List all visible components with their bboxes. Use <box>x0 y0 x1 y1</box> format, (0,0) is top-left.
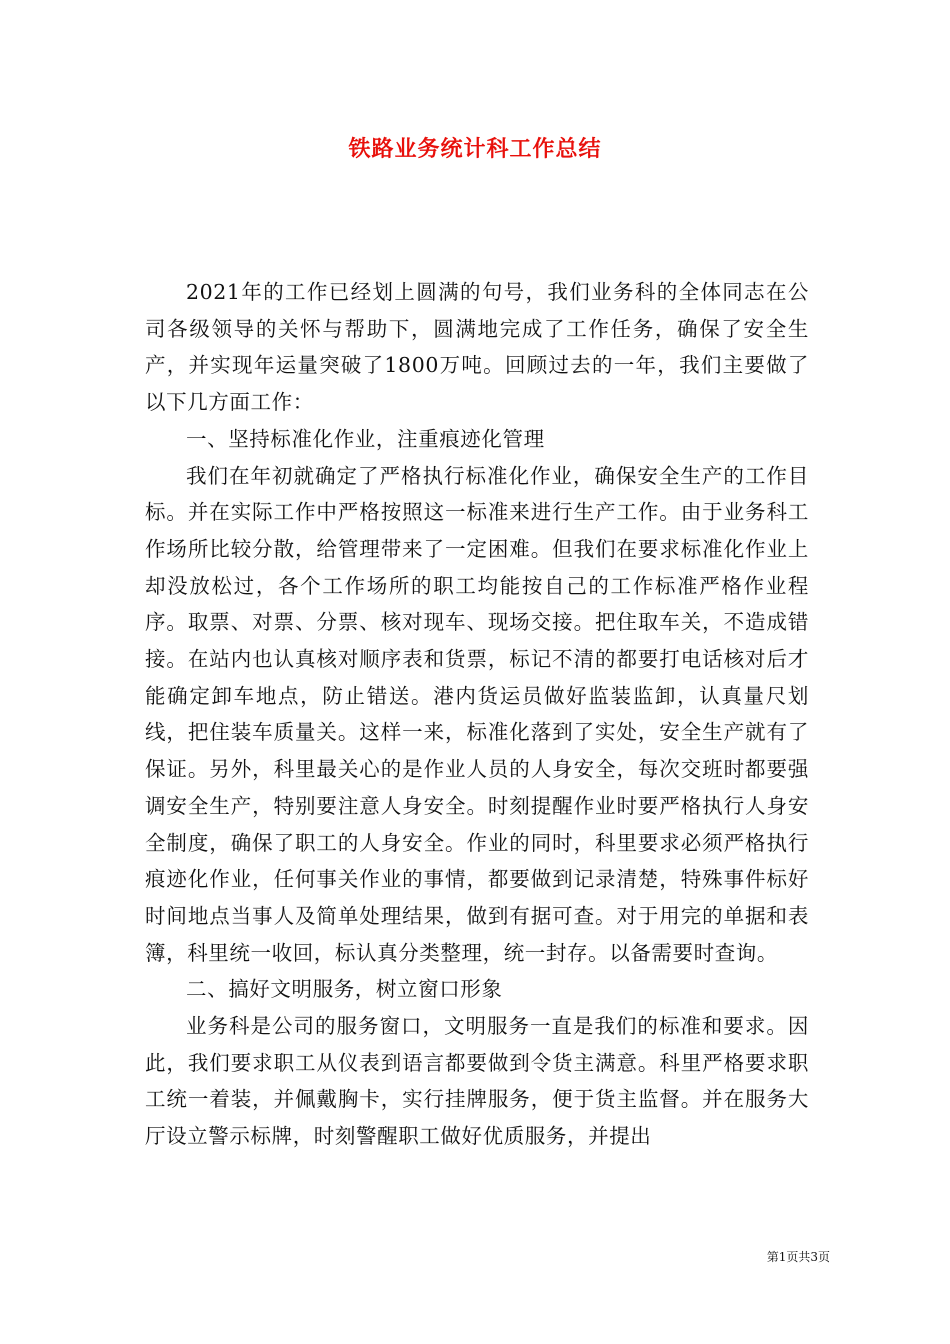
document-title: 铁路业务统计科工作总结 <box>348 137 602 162</box>
section-heading-2: 二、搞好文明服务，树立窗口形象 <box>186 977 503 1002</box>
section-2-paragraph: 业务科是公司的服务窗口，文明服务一直是我们的标准和要求。因此，我们要求职工从仪表到语言都要做到令货主满意。科里严格要求职工统一着装，并佩戴胸卡，实行挂牌服务，便于货主监督。并在服务大厅设立警示标牌，时刻警醒职工做好优质服务，并提出 <box>145 1014 809 1149</box>
section-heading-1: 一、坚持标准化作业，注重痕迹化管理 <box>186 426 545 451</box>
document-body <box>145 274 809 1155</box>
page-number: 第1页共3页 <box>766 1250 830 1264</box>
section-1-paragraph: 我们在年初就确定了严格执行标准化作业，确保安全生产的工作目标。并在实际工作中严格按照这一标准来进行生产工作。由于业务科工作场所比较分散，给管理带来了一定困难。但我们在要求标准化作业上却没放松过，各个工作场所的职工均能按自己的工作标准严格作业程序。取票、对票、分票、核对现车、现场交接。把住取车关，不造成错接。在站内也认真核对顺序表和货票，标记不清的都要打电话核对后才能确定卸车地点，防止错送。港内货运员做好监装监卸，认真量尺划线，把住装车质量关。这样一来，标准化落到了实处，安全生产就有了保证。另外，科里最关心的是作业人员的人身安全，每次交班时都要强调安全生产，特别要注意人身安全。时刻提醒作业时要严格执行人身安全制度，确保了职工的人身安全。作业的同时，科里要求必须严格执行痕迹化作业，任何事关作业的事情，都要做到记录清楚，特殊事件标好时间地点当事人及简单处理结果，做到有据可查。对于用完的单据和表簿，科里统一收回，标认真分类整理，统一封存。以备需要时查询。 <box>145 463 809 965</box>
intro-paragraph: 2021年的工作已经划上圆满的句号，我们业务科的全体同志在公司各级领导的关怀与帮助下，圆满地完成了工作任务，确保了安全生产，并实现年运量突破了1800万吨。回顾过去的一年，我们主要做了以下几方面工作： <box>145 280 809 415</box>
